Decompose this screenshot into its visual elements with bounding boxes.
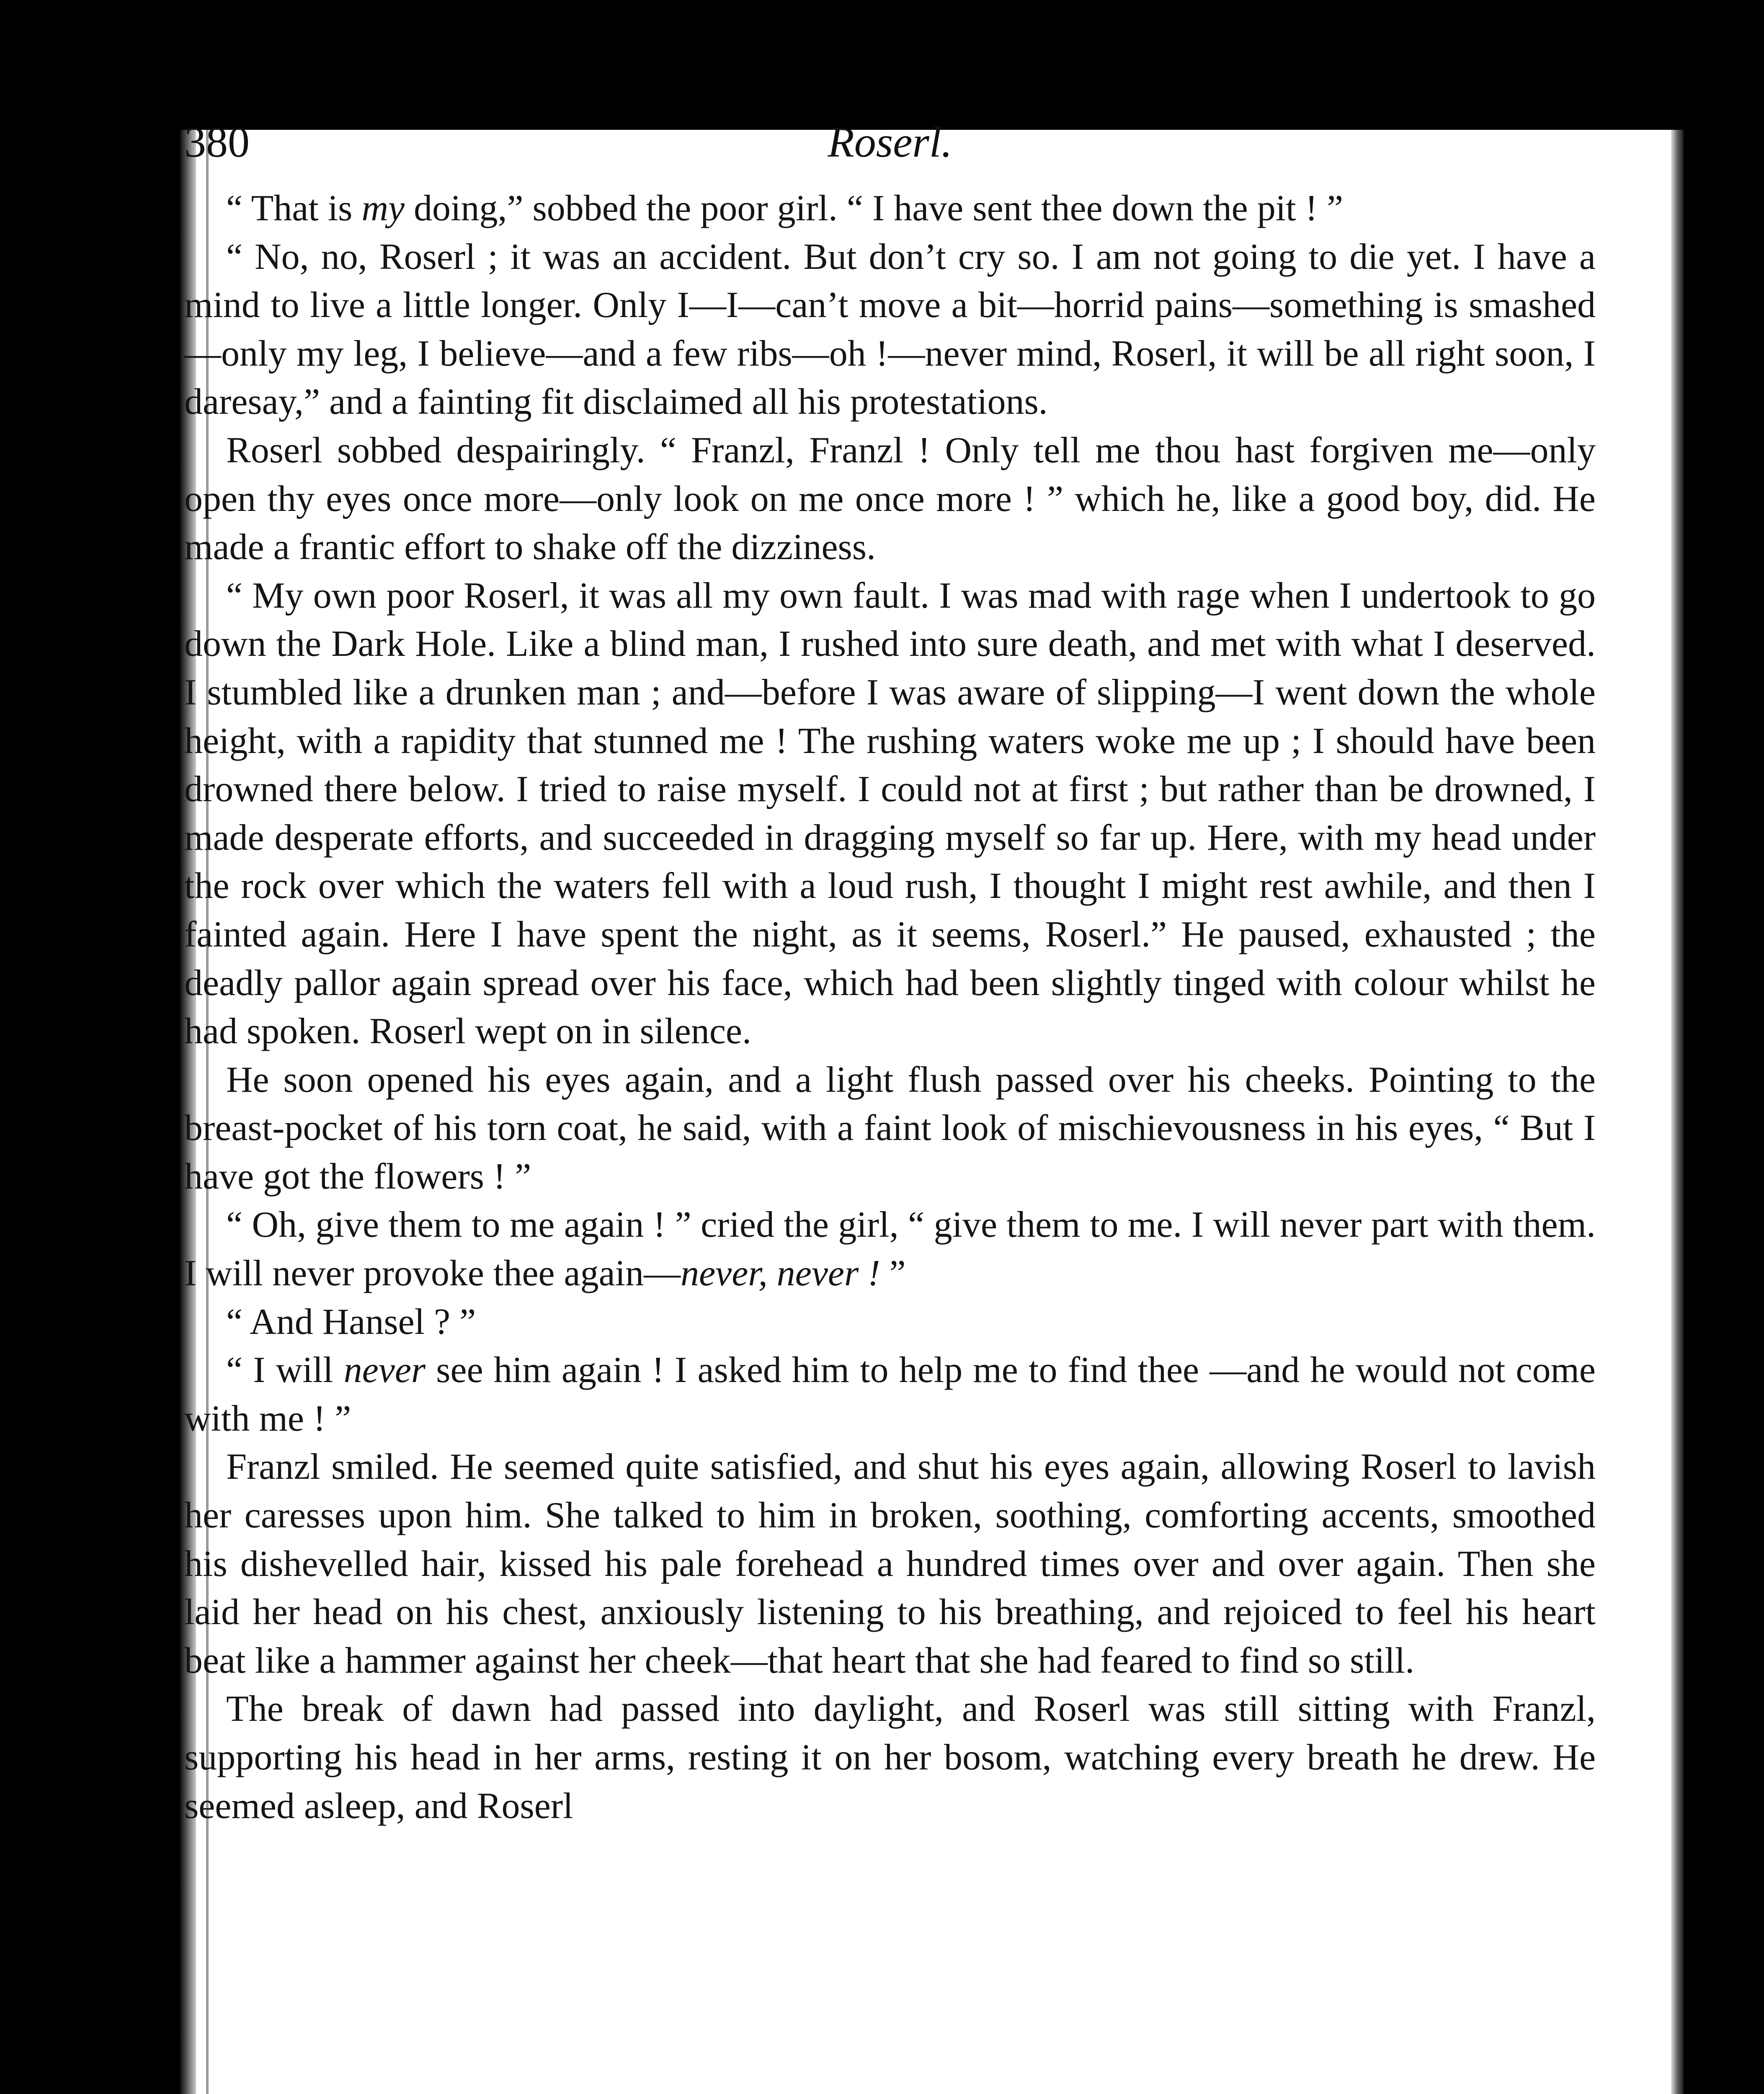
text-run: see him again ! I asked him to help me to find thee —and he would not come with me ! ” [184,1350,1596,1439]
page-right-edge [1671,130,1684,2094]
running-head [184,109,1596,176]
text-run: The break of dawn had passed into daylight, and Roserl was still sitting with Franzl, supporting his head in her arms, resting it on her bosom, watching every breath he drew. He seemed asleep, and Roserl [184,1689,1596,1826]
text-run: doing,” sobbed the poor girl. “ I have sent thee down the pit ! ” [405,188,1343,229]
text-run: Franzl smiled. He seemed quite satisfied, and shut his eyes again, allowing Roserl to lavish her caresses upon him. She talked to him in broken, soothing, comforting accents, smoothed his dishevelled hair, kissed his pale forehead a hundred times over and over again. Then she laid her head on his chest, anxiously listening to his breathing, and rejoiced to feel his heart beat like a hammer against her cheek—that heart that she had feared to find so still. [184,1447,1596,1681]
italic-text: never, never ! [681,1253,890,1294]
text-run: “ Oh, give them to me again ! ” cried the girl, “ give them to me. I will never part with them. I will never provoke thee again— [184,1204,1596,1294]
text-run: “ No, no, Roserl ; it was an accident. But don’t cry so. I am not going to die yet. I have a mind to live a little longer. Only I—I—can’t move a bit—horrid pains—something is smashed—only my leg, I believe—and a few ribs—oh !—never mind, Roserl, it will be all right soon, I daresay,” and a fainting fit disclaimed all his protestations. [184,236,1596,423]
page-number: 380 [184,118,250,166]
paragraph [184,233,1596,426]
paragraph [184,184,1596,233]
paragraph [184,1201,1596,1297]
running-title: Roserl. [828,118,952,166]
text-run: “ I will [226,1350,344,1391]
paragraph [184,426,1596,572]
paragraph [184,572,1596,1056]
paragraph [184,1346,1596,1443]
text-run: “ My own poor Roserl, it was all my own fault. I was mad with rage when I undertook to go down the Dark Hole. Like a blind man, I rushed into sure death, and met with what I deserved. I stumbled like a drunken man ; and—before I was aware of slipping—I went down the whole height, with a rapidity that stunned me ! The rushing waters woke me up ; I should have been drowned there below. I tried to raise myself. I could not at first ; but rather than be drowned, I made desperate efforts, and succeeded in dragging myself so far up. Here, with my head under the rock over which the waters fell with a loud rush, I thought I might rest awhile, and then I fainted again. Here I have spent the night, as it seems, Roserl.” He paused, exhausted ; the deadly pallor again spread over his face, which had been slightly tinged with colour whilst he had spoken. Roserl wept on in silence. [184,575,1596,1052]
italic-text: never [343,1350,426,1391]
text-run: “ And Hansel ? ” [226,1301,476,1342]
paragraph [184,1056,1596,1201]
italic-text: my [361,188,405,229]
text-run: “ That is [226,188,362,229]
paragraph [184,1685,1596,1830]
text-run: Roserl sobbed despairingly. “ Franzl, Franzl ! Only tell me thou hast forgiven me—only open thy eyes once more—only look on me once more ! ” which he, like a good boy, did. He made a frantic effort to shake off the dizziness. [184,430,1596,568]
text-run: ” [889,1253,906,1294]
paragraph [184,1298,1596,1346]
body-text [184,184,1596,1830]
text-run: He soon opened his eyes again, and a light flush passed over his cheeks. Pointing to the breast-pocket of his torn coat, he said, with a faint look of mischievousness in his eyes, “ But I have got the flowers ! ” [184,1059,1596,1197]
paragraph [184,1443,1596,1685]
